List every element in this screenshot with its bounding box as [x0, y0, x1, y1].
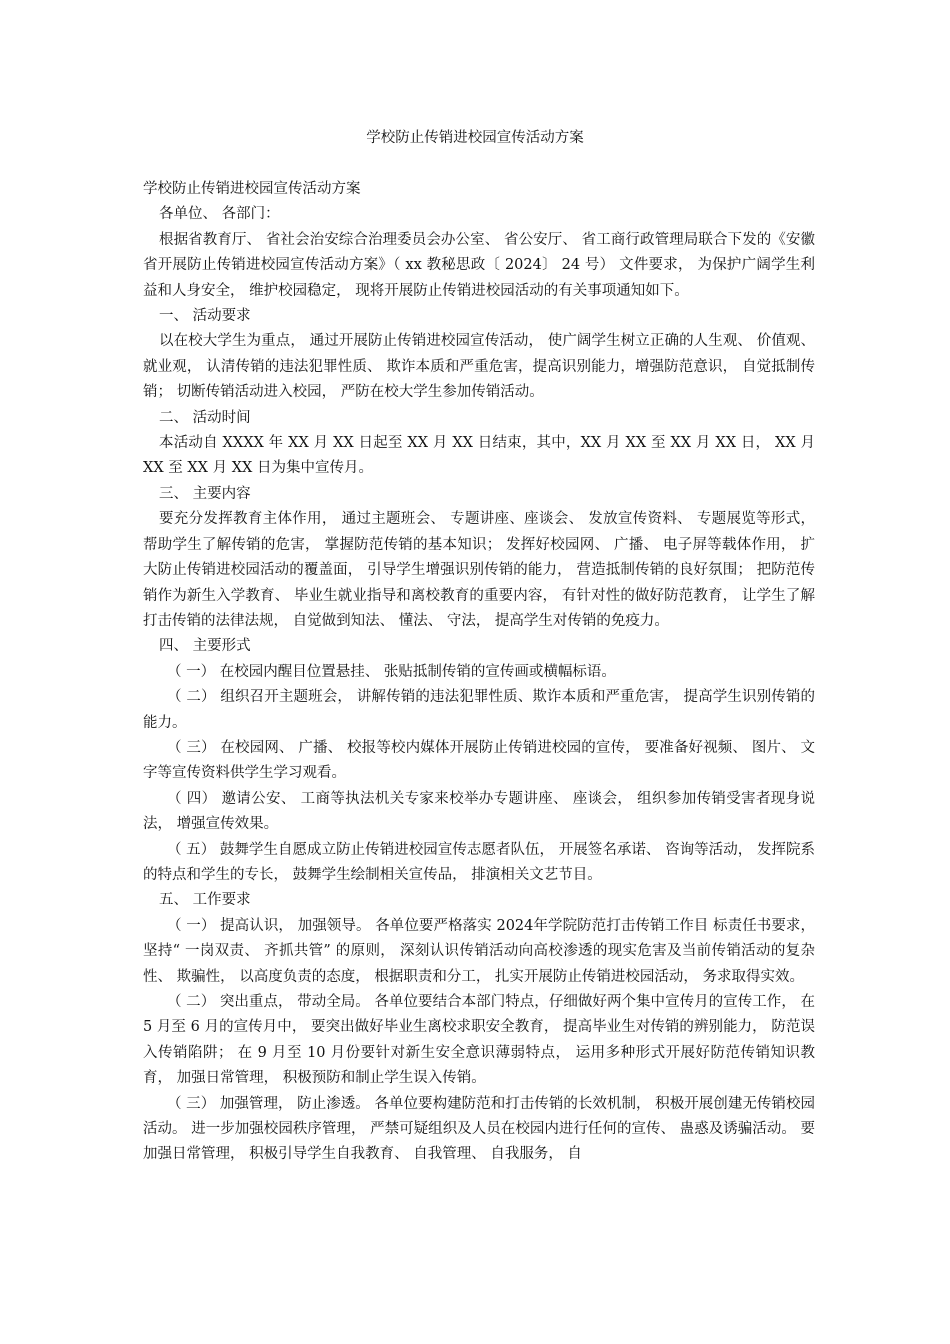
list-item: （ 一） 提高认识， 加强领导。 各单位要严格落实 2024年学院防范打击传销工作目 标责任书要求， 坚持“ 一岗双责、 齐抓共管” 的原则， 深刻认识传销活动向高校渗透的现实危害及当前传销活动的复杂性、 欺骗性， 以高度负责的态度， 根据职责和分工， 扎实开展防止传销进校园活动， 务求取得实效。	[143, 917, 815, 985]
section-heading: 五、 工作要求	[159, 892, 251, 909]
list-item: （ 五） 鼓舞学生自愿成立防止传销进校园宣传志愿者队伍， 开展签名承诺、 咨询等活动， 发挥院系的特点和学生的专长， 鼓舞学生绘制相关宣传品， 排演相关文艺节目。	[143, 841, 815, 883]
document-subtitle: 学校防止传销进校园宣传活动方案	[143, 181, 361, 197]
list-item: （ 三） 在校园网、 广播、 校报等校内媒体开展防止传销进校园的宣传， 要准备好视频、 图片、 文字等宣传资料供学生学习观看。	[143, 739, 815, 782]
section-heading: 四、 主要形式	[159, 638, 251, 655]
list-item: （ 四） 邀请公安、 工商等执法机关专家来校举办专题讲座、 座谈会， 组织参加传销受害者现身说法， 增强宣传效果。	[143, 790, 815, 833]
document-body	[143, 177, 815, 1168]
list-item: （ 一） 在校园内醒目位置悬挂、 张贴抵制传销的宣传画或横幅标语。	[167, 663, 616, 680]
list-item: （ 二） 组织召开主题班会， 讲解传销的违法犯罪性质、欺诈本质和严重危害， 提高学生识别传销的能力。	[143, 689, 815, 731]
document-title: 学校防止传销进校园宣传活动方案	[366, 130, 584, 146]
list-item: （ 三） 加强管理， 防止渗透。 各单位要构建防范和打击传销的长效机制， 积极开展创建无传销校园活动。 进一步加强校园秩序管理， 严禁可疑组织及人员在校园内进行任何的宣传、 蛊惑及诱骗活动。 要加强日常管理， 积极引导学生自我教育、 自我管理、 自我服务， 自	[143, 1095, 815, 1163]
section-paragraph: 要充分发挥教育主体作用， 通过主题班会、 专题讲座、座谈会、 发放宣传资料、 专题展览等形式， 帮助学生了解传销的危害， 掌握防范传销的基本知识； 发挥好校园网、 广播、 电子屏等载体作用， 扩大防止传销进校园活动的覆盖面， 引导学生增强识别传销的能力， 营造抵制传销的良好氛围； 把防范传销作为新生入学教育、 毕业生就业指导和离校教育的重要内容， 有针对性的做好防范教育， 让学生了解打击传销的法律法规， 自觉做到知法、 懂法、 守法， 提高学生对传销的免疫力。	[143, 511, 815, 629]
list-item: （ 二） 突出重点， 带动全局。 各单位要结合本部门特点，仔细做好两个集中宣传月的宣传工作， 在 5 月至 6 月的宣传月中， 要突出做好毕业生离校求职安全教育， 提高毕业生对传销的辨别能力， 防范误入传销陷阱； 在 9 月至 10 月份要针对新生安全意识薄弱特点， 运用多种形式开展好防范传销知识教育， 加强日常管理， 积极预防和制止学生误入传销。	[143, 994, 815, 1087]
intro-paragraph: 根据省教育厅、 省社会治安综合治理委员会办公室、 省公安厅、 省工商行政管理局联合下发的《安徽省开展防止传销进校园宣传活动方案》（ xx 教秘思政〔 2024〕 24 号） 文件要求， 为保护广阔学生利益和人身安全， 维护校园稳定， 现将开展防止传销进校园活动的有关事项通知如下。	[143, 231, 815, 299]
section-heading: 一、 活动要求	[159, 308, 251, 325]
section-heading: 二、 活动时间	[159, 409, 251, 426]
section-paragraph: 以在校大学生为重点， 通过开展防止传销进校园宣传活动， 使广阔学生树立正确的人生观、 价值观、 就业观， 认清传销的违法犯罪性质、 欺诈本质和严重危害，提高识别能力，增强防范意识， 自觉抵制传销； 切断传销活动进入校园， 严防在校大学生参加传销活动。	[143, 333, 815, 401]
salutation: 各单位、 各部门：	[159, 206, 280, 223]
section-paragraph: 本活动自 XXXX 年 XX 月 XX 日起至 XX 月 XX 日结束，其中，XX 月 XX 至 XX 月 XX 日， XX 月 XX 至 XX 月 XX 日为集中宣传月。	[143, 435, 815, 477]
section-heading: 三、 主要内容	[159, 485, 251, 502]
